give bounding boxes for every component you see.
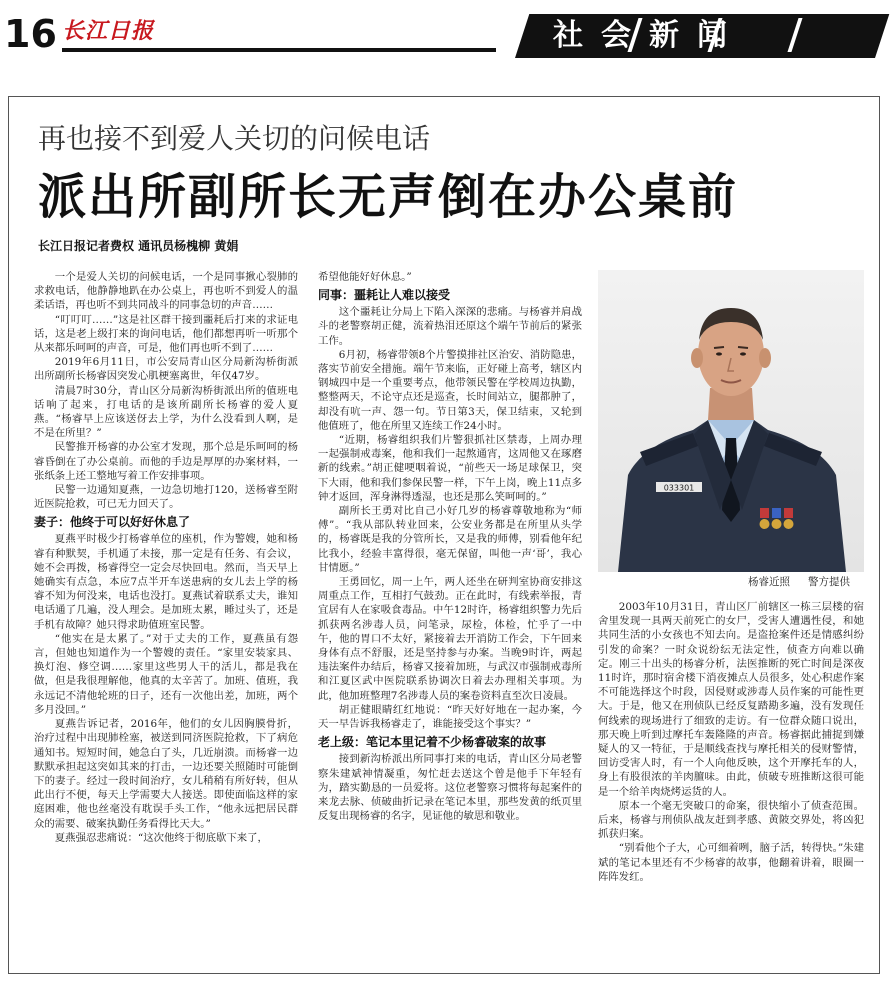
- badge-number: 033301: [663, 483, 695, 493]
- article-paragraph: 副所长王勇对比自己小好几岁的杨睿尊敬地称为“师傅”。“我从部队转业回来，公安业务都是在所里从头学的，杨睿既是我的分管所长，又是我的师傅，别看他年纪比我小，经验丰富得很，毫无保留，叫他一声‘哥’，我心甘情愿。”: [318, 505, 582, 574]
- article-paragraph: 2003年10月31日，青山区厂前辖区一栋三层楼的宿舍里发现一具两天前死亡的女尸，受害人遭遇性侵，和她共同生活的小女孩也不知去向。是盗抢案件还是情感纠纷引发的命案？一时众说纷纭无法定性，侦查方向难以确定。刚三十出头的杨睿分析，法医推断的死亡时间是深夜11时许，那时宿舍楼下消夜摊点人员很多，处心积虑作案不可能选择这个时段，因侵财或涉毒人员作案的可能性更大。于是，他又在刑侦队已经反复踏勘多遍，没有发现任何线索的现场进行了细致的走访。有一位群众随口说出，那天晚上听到过摩托车轰隆隆的声音。杨睿据此捕捉到嫌疑人的又一特征，于是顺线查找与摩托相关的侵财警情，回访受害人时，有一个人向他反映，这个开摩托车的人，身上有股很浓的羊肉膻味。由此，侦破专班推断这很可能是一个给羊肉烧烤运货的人。: [598, 601, 864, 798]
- article-paragraph: “近期，杨睿组织我们片警狠抓社区禁毒，上周办理一起强制戒毒案，他和我们一起熬通宵，这周他又在琢磨新的线索。”胡正健哽咽着说，“前些天一场足球保卫，突下大雨，他和我们参保民警一样，下午上岗，晚上11点多钟才返回，浑身淋得透湿，也还是那么笑呵呵的。”: [318, 434, 582, 503]
- article-paragraph: 民警推开杨睿的办公室才发现，那个总是乐呵呵的杨睿昏倒在了办公桌前。而他的手边是厚厚的办案材料，一张纸条上还工整地写着工作安排事项。: [34, 441, 298, 482]
- article-paragraph: 2019年6月11日，市公安局青山区分局新沟桥街派出所副所长杨睿因突发心肌梗塞离世，年仅47岁。: [34, 356, 298, 383]
- article-paragraph: 这个噩耗让分局上下陷入深深的悲痛。与杨睿并肩战斗的老警察胡正健，流着热泪还原这个端午节前后的紧张工作。: [318, 306, 582, 347]
- article-paragraph: 6月初，杨睿带领8个片警摸排社区治安、消防隐患，落实节前安全措施。端午节来临，正好碰上高考，辖区内钢城四中是一个重要考点，他带领民警在学校周边执勤，整整两天，不论守点还是巡查，长时间站立，腿都肿了，却没有吭一声、怨一句。节日第3天，保卫结束，又轮到他值班了，他在所里又连续工作24小时。: [318, 348, 582, 432]
- text-column-2: [318, 270, 582, 964]
- article-headline: 派出所副所长无声倒在办公桌前: [38, 169, 739, 225]
- article-paragraph: 夏燕强忍悲痛说：“这次他终于彻底歇下来了，: [54, 831, 268, 844]
- page-number: 16: [4, 12, 57, 56]
- article-byline: 长江日报记者费权 通讯员杨槐柳 黄娟: [38, 239, 239, 253]
- officer-photo: [598, 270, 864, 572]
- article-paragraph: 胡正健眼睛红红地说：“昨天好好地在一起办案，今天一早告诉我杨睿走了，谁能接受这个事实？”: [318, 703, 582, 731]
- article-paragraph: 接到新沟桥派出所同事打来的电话，青山区分局老警察朱建斌神情凝重，匆忙赶去送这个曾是他手下年轻有为，踏实勤恳的一员爱将。这位老警察习惯将每起案件的来龙去脉、侦破曲折记录在笔记本里，那些发黄的纸页里反复出现杨睿的名字，见证他的敏思和敬业。: [318, 753, 582, 823]
- section-banner: [515, 14, 889, 58]
- photo-caption: 杨睿近照: [748, 576, 790, 588]
- section-subheading: 妻子：他终于可以好好休息了: [34, 515, 191, 530]
- article-paragraph: 王勇回忆，周一上午，两人还坐在研判室协商安排这周重点工作，互相打气鼓劲。正在此时，有线索举报，青宜居有人在家吸食毒品。中午12时许，杨睿组织警力先后抓获两名涉毒人员，问笔录，尿检，体检，忙乎了一中午，他的胃口不太好，紧接着去开消防工作会，下午回来身体有点不舒服，还是坚持参与办案。当晚9时许，两起违法案件办结后，杨睿又接着加班，与武汉市强制戒毒所和江夏区武中医院联系协调次日着去办理相关事项。为此，他加班整理7名涉毒人员的案卷资料直至次日凌晨。: [318, 576, 582, 702]
- article-subhead: 再也接不到爱人关切的问候电话: [38, 122, 431, 155]
- article-paragraph: 一个是爱人关切的问候电话，一个是同事揪心裂肺的求救电话，他静静地趴在办公桌上，再也听不到爱人的温柔话语，再也听不到共同战斗的同事急切的声音……: [34, 271, 298, 312]
- section-subheading: 同事：噩耗让人难以接受: [318, 288, 451, 303]
- article-paragraph: 夏燕告诉记者，2016年，他们的女儿因胸膜骨折，治疗过程中出现肺栓塞，被送到同济医院抢救，下了病危通知书。短短时间，她急白了头，几近崩溃。而杨睿一边默默承担起这突如其来的打击，一边还要关照随时可能倒下的妻子。经过一段时间治疗，女儿稍稍有所好转，但从此出行不便，每天上学需要大人接送。即使面临这样的家庭困难，他也丝毫没有耽误手头工作，“他永远把居民群众的需要、破案执勤任务看得比天大。”: [34, 718, 298, 830]
- masthead-rule: [62, 48, 496, 52]
- article-paragraph: “叮叮叮……”这是社区群干接到噩耗后打来的求证电话，这是老上级打来的询问电话，他们都想再听一听那个从来都乐呵呵的声音，可是，他们再也听不到了……: [34, 313, 298, 355]
- text-column-3: [598, 600, 864, 960]
- article-paragraph: 原本一个毫无突破口的命案，很快缩小了侦查范围。后来，杨睿与刑侦队战友赶到孝感、黄陂交界处，将凶犯抓获归案。: [598, 799, 864, 841]
- photo-credit: 警方提供: [808, 576, 850, 588]
- article-paragraph: 民警一边通知夏燕，一边急切地打120，送杨睿至附近医院抢救，可已无力回天了。: [34, 484, 298, 511]
- section-subheading: 老上级：笔记本里记着不少杨睿破案的故事: [318, 735, 547, 750]
- article-paragraph: “别看他个子大，心可细着咧，脑子活，转得快。”朱建斌的笔记本里还有不少杨睿的故事，他翻着讲着，眼圈一阵阵发红。: [598, 842, 864, 883]
- section-title: 社会新闻: [553, 18, 745, 53]
- text-column-1: [34, 270, 298, 964]
- newspaper-logo: 长江日报: [62, 18, 155, 44]
- article-paragraph: 夏燕平时极少打杨睿单位的座机，作为警嫂，她和杨睿有种默契，手机通了未接，那一定是有任务、有会议，她不会再拨，杨睿得空一定会尽快回电。然而，当天早上她确实有点急，本应7点半开车送患病的女儿去上学的杨睿不知为何没来，电话也没打。夏燕试着联系丈夫，谁知电话通了几遍，没人理会。是加班太累，睡过头了，还是手机有故障？她只得求助值班室民警。: [34, 533, 298, 631]
- article-paragraph: “他实在是太累了。”对于丈夫的工作，夏燕虽有怨言，但她也知道作为一个警嫂的责任。“家里安装家具、换灯泡、修空调……家里这些男人干的活儿，都是我在做，但是我很理解他，他真的太辛苦了。加班、值班，我永远记不清他轮班的日子，还有一次他出差，加班，两个多月没回。”: [34, 632, 298, 716]
- article-paragraph: 清晨7时30分，青山区分局新沟桥街派出所的值班电话响了起来，打电话的是该所副所长杨睿的爱人夏燕。“杨睿早上应该送伢去上学，为什么没看到人啊，是不是在所里？”: [34, 384, 298, 440]
- article-paragraph: 希望他能好好休息。”: [318, 271, 412, 283]
